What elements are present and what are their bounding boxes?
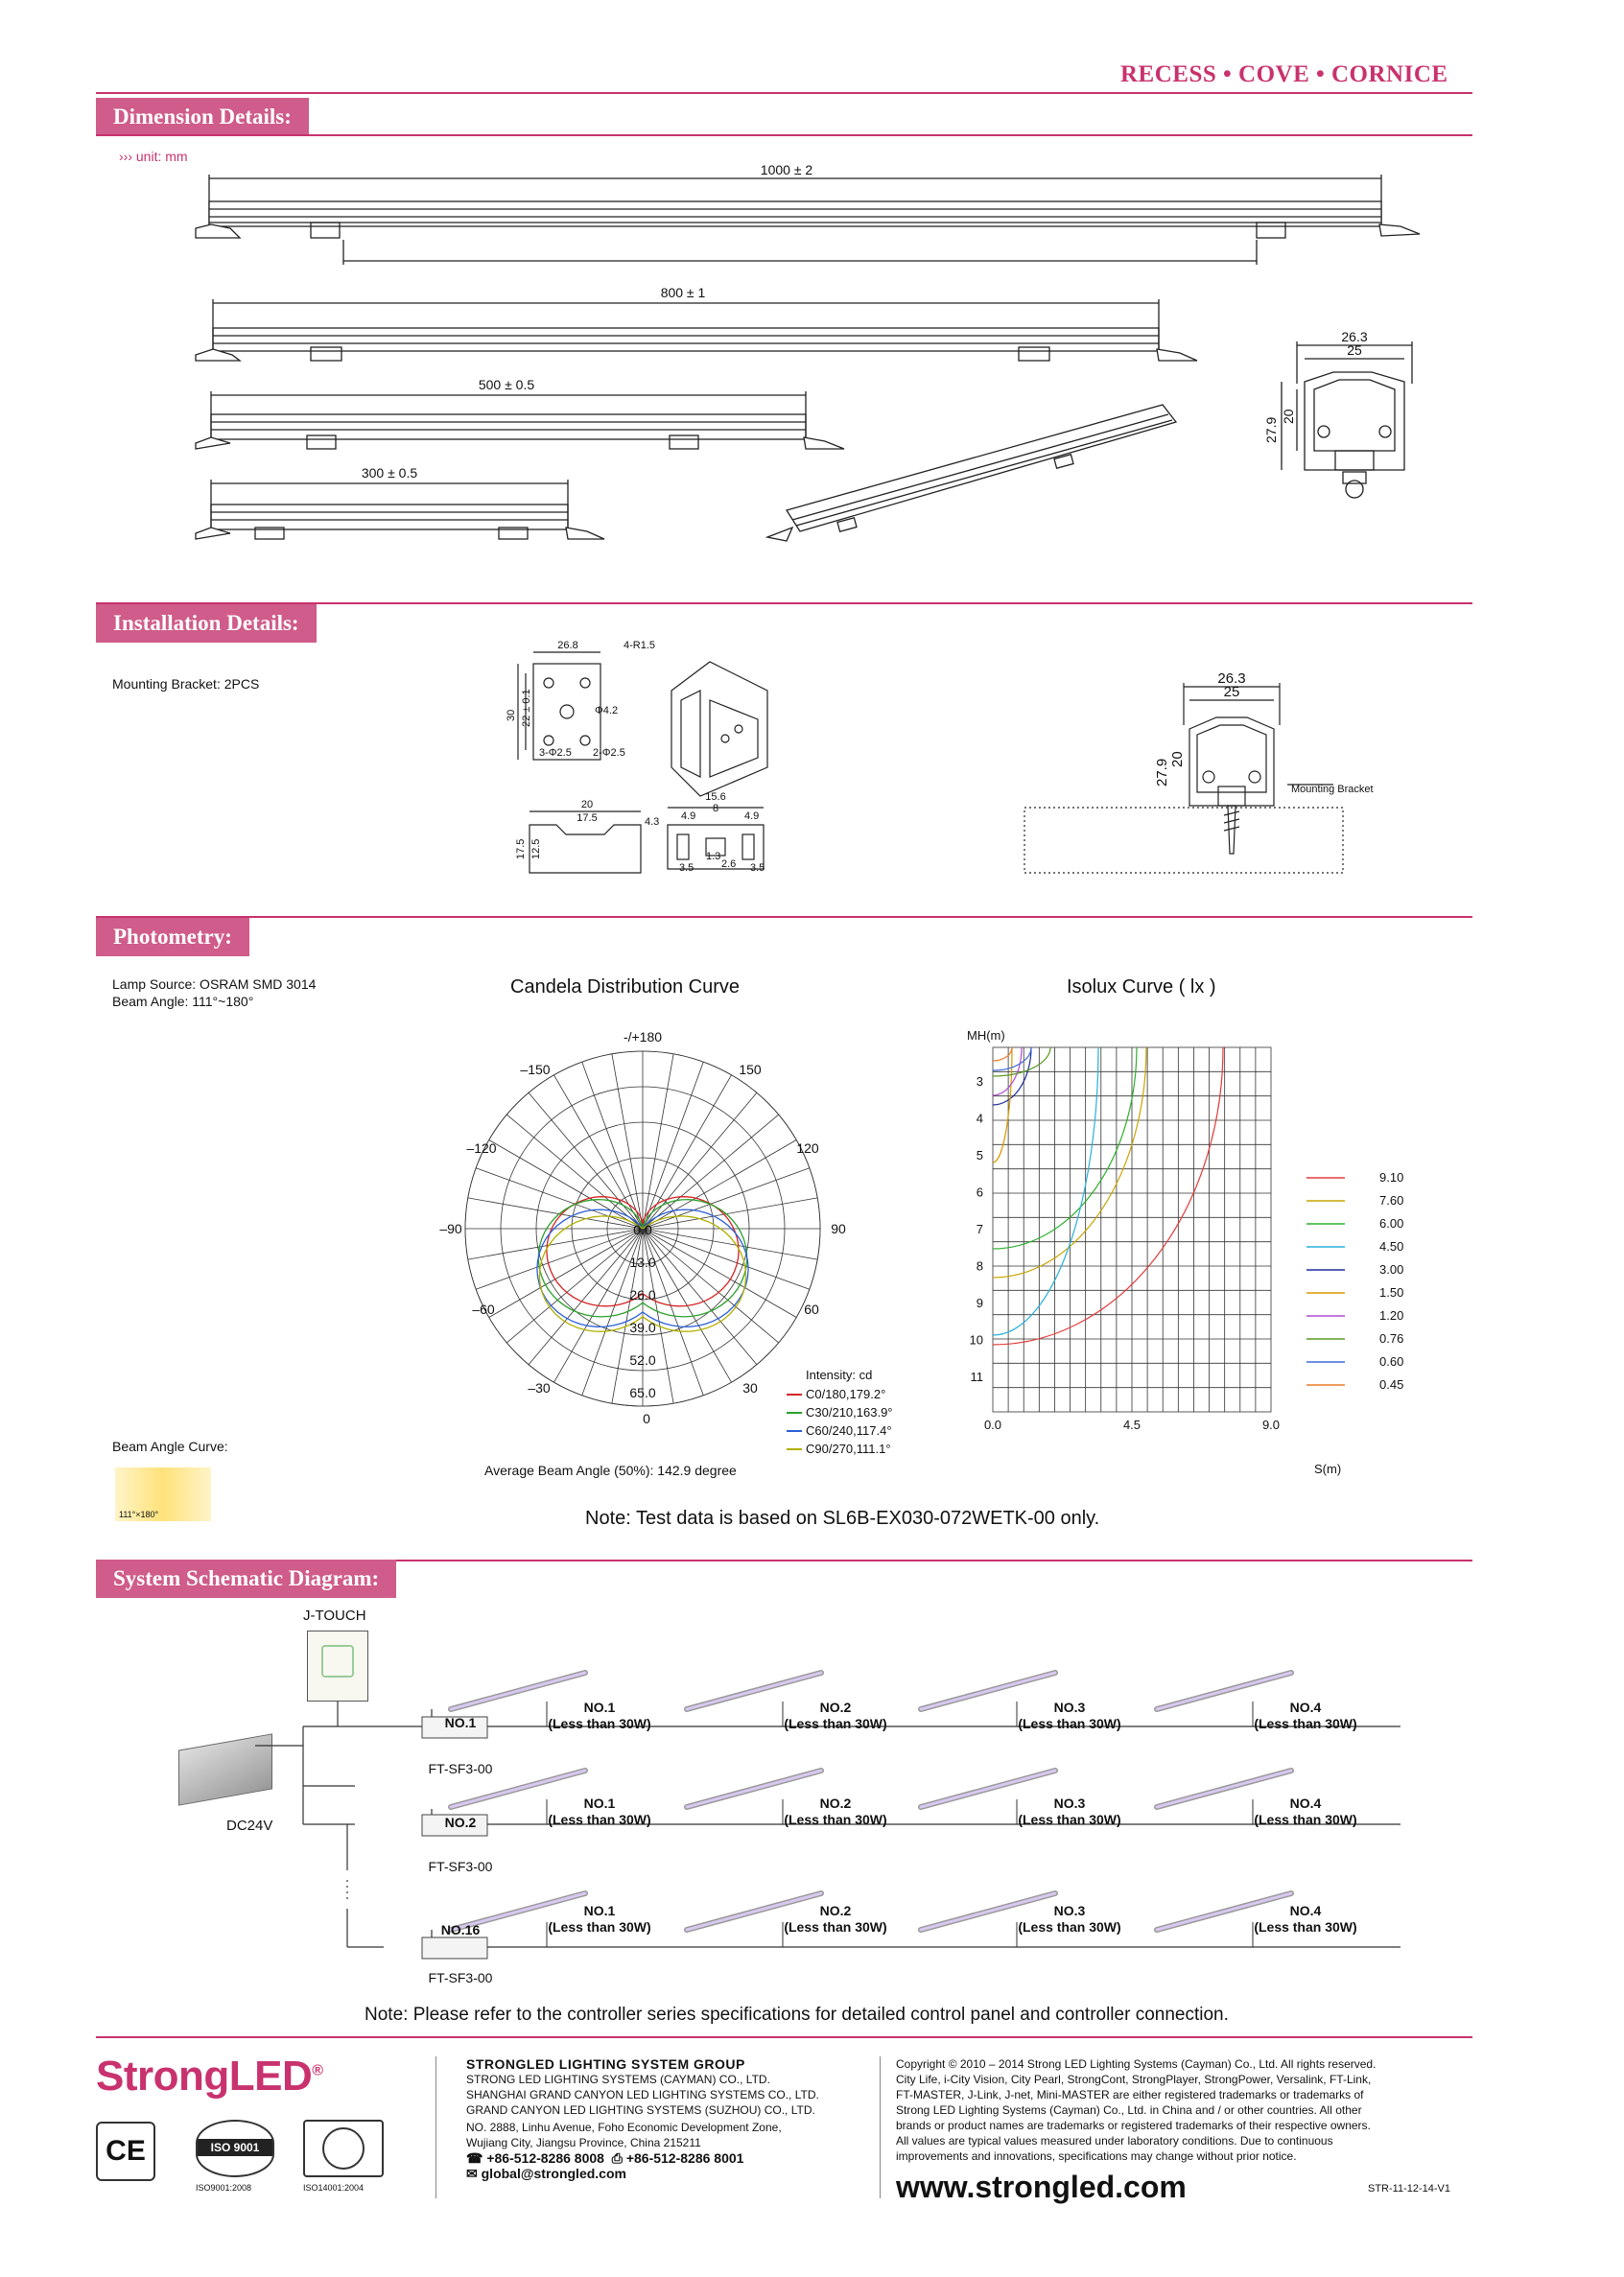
dim-label: 15.6	[705, 791, 726, 803]
dim-label: 3.5	[750, 862, 765, 874]
iso14001-caption: ISO14001:2004	[303, 2183, 365, 2193]
copyright-line: Copyright © 2010 – 2014 Strong LED Lighting Systems (Cayman) Co., Ltd. All rights reserved.	[896, 2057, 1377, 2071]
isolux-x-tick: 4.5	[1122, 1418, 1142, 1432]
polar-ring-label: 0.0	[633, 1222, 652, 1237]
profile-height-outer: 27.9	[1263, 416, 1279, 443]
isolux-legend-label: 1.50	[1379, 1285, 1404, 1300]
dim-label: 12.5	[530, 838, 542, 859]
phone-number: +86-512-8286 8008	[486, 2150, 604, 2166]
polar-angle-label: 60	[804, 1302, 819, 1317]
email-link[interactable]: global@strongled.com	[481, 2166, 626, 2181]
isolux-y-tick: 7	[976, 1222, 983, 1236]
isolux-y-label: MH(m)	[967, 1028, 1005, 1043]
polar-angle-label: -/+180	[623, 1029, 663, 1045]
mounting-bracket-callout: Mounting Bracket	[1291, 784, 1374, 795]
dim-label: 25	[1223, 684, 1240, 700]
beam-angle: Beam Angle: 111°~180°	[112, 994, 254, 1009]
candela-chart	[422, 1022, 959, 1483]
fixture-number: NO.2	[819, 1700, 852, 1715]
dim-label: Φ4.2	[595, 705, 619, 716]
splitter-model-16: FT-SF3-00	[428, 1970, 493, 1985]
iso9001-caption: ISO9001:2008	[196, 2183, 252, 2193]
polar-angle-label: –120	[466, 1140, 497, 1156]
ce-mark: CE	[96, 2122, 155, 2181]
beam-angle-curve-image	[115, 1467, 211, 1521]
isolux-legend-label: 0.76	[1379, 1331, 1404, 1346]
dim-label: 26.8	[557, 640, 578, 651]
isolux-legend-label: 6.00	[1379, 1216, 1404, 1231]
company-name: STRONG LED LIGHTING SYSTEMS (CAYMAN) CO., LTD.	[466, 2073, 770, 2086]
footer-divider	[435, 2056, 436, 2198]
polar-angle-label: –150	[520, 1062, 551, 1077]
polar-ring-label: 65.0	[629, 1385, 656, 1401]
fixture-load: (Less than 30W)	[1018, 1919, 1121, 1935]
fixture-number: NO.3	[1053, 1796, 1086, 1811]
address-line: Wujiang City, Jiangsu Province, China 215211	[466, 2136, 701, 2149]
company-name: GRAND CANYON LED LIGHTING SYSTEMS (SUZHOU) CO., LTD.	[466, 2103, 815, 2117]
isolux-title: Isolux Curve ( lx )	[1067, 976, 1216, 998]
legend-label: C30/210,163.9°	[806, 1405, 893, 1420]
fixture-label	[764, 1903, 907, 1936]
splitter-no-1: NO.1	[444, 1715, 477, 1730]
isolux-legend-label: 3.00	[1379, 1262, 1404, 1277]
controller-label: J-TOUCH	[303, 1608, 366, 1624]
polar-ring-label: 39.0	[629, 1320, 656, 1336]
isolux-y-tick: 4	[976, 1111, 983, 1126]
fixture-label	[764, 1796, 907, 1828]
company-info	[466, 2056, 869, 2181]
website-link[interactable]: www.strongled.com	[896, 2170, 1187, 2204]
chevron-right-icon: ›››	[119, 149, 132, 164]
dim-label: 4.9	[681, 810, 696, 822]
mounting-bracket-label: Mounting Bracket: 2PCS	[112, 676, 260, 692]
fixture-label	[528, 1796, 671, 1828]
polar-angle-label: 120	[796, 1140, 819, 1156]
isolux-y-tick: 6	[976, 1185, 983, 1200]
iso14001-badge	[303, 2120, 384, 2177]
globe-icon	[322, 2127, 365, 2170]
polar-angle-label: 150	[739, 1062, 762, 1077]
dim-label: 17.5	[577, 812, 598, 824]
fixture-number: NO.1	[583, 1700, 616, 1715]
isolux-legend-label: 1.20	[1379, 1308, 1404, 1323]
polar-angle-label: –90	[439, 1221, 462, 1236]
dim-label: 20	[580, 799, 594, 810]
polar-ring-label: 52.0	[629, 1352, 656, 1369]
doc-code: STR-11-12-14-V1	[1368, 2183, 1450, 2195]
dim-label: 1.3	[706, 851, 721, 862]
email-icon: ✉	[466, 2166, 478, 2181]
dim-label: 2-Φ2.5	[593, 747, 625, 759]
fixture-label	[528, 1903, 671, 1936]
fixture-load: (Less than 30W)	[1018, 1716, 1121, 1731]
fixture-number: NO.2	[819, 1796, 852, 1811]
fixture-number: NO.4	[1289, 1700, 1322, 1715]
dimension-drawings	[96, 163, 1472, 575]
copyright-block	[896, 2056, 1471, 2164]
fixture-number: NO.1	[583, 1903, 616, 1918]
isolux-y-tick: 5	[976, 1148, 983, 1162]
candela-title: Candela Distribution Curve	[510, 976, 741, 998]
page-tagline: RECESS • COVE • CORNICE	[1120, 61, 1448, 87]
footer-divider	[880, 2056, 881, 2198]
phone-icon: ☎	[466, 2150, 483, 2166]
fixture-label	[1234, 1796, 1377, 1828]
brand-logo: StrongLED®	[96, 2053, 323, 2100]
isolux-contour	[993, 1047, 1223, 1345]
isolux-contour	[993, 1047, 1146, 1278]
dim-label: 4.9	[744, 810, 760, 822]
dim-label: 3-Φ2.5	[539, 747, 572, 759]
footer-rule	[96, 2036, 1472, 2038]
splitter-no-2: NO.2	[444, 1815, 477, 1830]
isolux-chart	[950, 1022, 1487, 1483]
copyright-line: Strong LED Lighting Systems (Cayman) Co., Ltd. in China and / or other countries. All other	[896, 2103, 1362, 2117]
polar-ring-label: 26.0	[629, 1287, 656, 1303]
length-1000: 1000 ± 2	[760, 162, 813, 177]
fixture-label	[1234, 1903, 1377, 1936]
isolux-legend-label: 4.50	[1379, 1239, 1404, 1254]
section-title-installation: Installation Details:	[96, 604, 317, 643]
power-label: DC24V	[226, 1818, 273, 1834]
polar-angle-label: 90	[831, 1221, 846, 1236]
length-500: 500 ± 0.5	[478, 377, 535, 392]
splitter-model-2: FT-SF3-00	[428, 1859, 493, 1874]
fixture-load: (Less than 30W)	[548, 1919, 651, 1935]
dim-label: 30	[506, 709, 517, 721]
group-name: STRONGLED LIGHTING SYSTEM GROUP	[466, 2056, 745, 2072]
polar-angle-label: –60	[472, 1302, 495, 1317]
isolux-y-tick: 11	[970, 1370, 983, 1384]
installation-drawings	[480, 633, 1374, 902]
fixture-number: NO.3	[1053, 1700, 1086, 1715]
profile-width-outer: 26.3	[1341, 329, 1368, 344]
legend-label: C0/180,179.2°	[806, 1387, 886, 1401]
fixture-load: (Less than 30W)	[1254, 1812, 1357, 1827]
isolux-contour	[993, 1047, 1012, 1061]
fixture-label	[1234, 1700, 1377, 1732]
fixture-load: (Less than 30W)	[1254, 1716, 1357, 1731]
dim-label: 20	[1169, 751, 1186, 767]
copyright-line: City Life, i-City Vision, City Pearl, StrongCont, StrongPlayer, StrongPower, Versalink, FT-Link,	[896, 2073, 1372, 2086]
fax-icon: ⎙	[611, 2150, 623, 2166]
unit-label: ››› unit: mm	[119, 149, 188, 164]
fixture-number: NO.4	[1289, 1903, 1322, 1918]
copyright-line: All values are typical values measured under laboratory conditions. Due to continuous	[896, 2134, 1333, 2148]
dim-label: 2.6	[721, 858, 737, 870]
polar-angle-label: 0	[643, 1411, 650, 1426]
legend-label: C60/240,117.4°	[806, 1423, 892, 1438]
dim-label: 22 ± 0.1	[521, 689, 532, 727]
isolux-legend-label: 0.45	[1379, 1377, 1404, 1392]
dim-label: 26.3	[1217, 670, 1246, 687]
profile-width-inner: 25	[1347, 342, 1362, 358]
fixture-number: NO.1	[583, 1796, 616, 1811]
isolux-y-tick: 10	[969, 1332, 983, 1348]
company-name: SHANGHAI GRAND CANYON LED LIGHTING SYSTEMS CO., LTD.	[466, 2088, 819, 2101]
fixture-load: (Less than 30W)	[784, 1919, 887, 1935]
address-line: NO. 2888, Linhu Avenue, Foho Economic Development Zone,	[466, 2121, 782, 2134]
section-title-schematic: System Schematic Diagram:	[96, 1560, 396, 1598]
section-title-photometry: Photometry:	[96, 918, 249, 956]
average-beam-angle: Average Beam Angle (50%): 142.9 degree	[484, 1463, 737, 1478]
splitter-no-16: NO.16	[440, 1922, 481, 1937]
dim-label: 4.3	[645, 816, 660, 828]
fixture-label	[528, 1700, 671, 1732]
section-rule	[96, 134, 1472, 136]
copyright-line: FT-MASTER, J-Link, J-net, Mini-MASTER are either registered trademarks or trademarks of	[896, 2088, 1364, 2101]
fixture-load: (Less than 30W)	[548, 1716, 651, 1731]
fax-number: +86-512-8286 8001	[625, 2150, 744, 2166]
isolux-y-tick: 3	[976, 1074, 983, 1089]
isolux-legend-label: 7.60	[1379, 1193, 1404, 1208]
isolux-y-tick: 9	[976, 1296, 983, 1310]
isolux-contour	[993, 1047, 1137, 1249]
fixture-label	[998, 1903, 1142, 1936]
fixture-number: NO.3	[1053, 1903, 1086, 1918]
length-300: 300 ± 0.5	[361, 465, 418, 481]
iso9001-label: ISO 9001	[198, 2139, 272, 2156]
beam-angle-curve-caption: 111°×180°	[119, 1510, 159, 1519]
lamp-source: Lamp Source: OSRAM SMD 3014	[112, 976, 317, 992]
isolux-legend-label: 9.10	[1379, 1170, 1404, 1185]
fixture-label	[998, 1700, 1142, 1732]
isolux-legend-label: 0.60	[1379, 1354, 1404, 1369]
polar-angle-label: 30	[742, 1380, 758, 1396]
fixture-load: (Less than 30W)	[548, 1812, 651, 1827]
profile-height-inner: 20	[1281, 409, 1296, 424]
dim-label: 17.5	[515, 838, 527, 859]
fixture-load: (Less than 30W)	[784, 1812, 887, 1827]
isolux-x-tick: 0.0	[983, 1418, 1002, 1432]
beam-angle-curve-label: Beam Angle Curve:	[112, 1439, 228, 1454]
dim-label: 8	[712, 803, 719, 814]
copyright-line: brands or product names are trademarks or registered trademarks of their respective owners.	[896, 2119, 1371, 2132]
copyright-line: improvements and innovations, specifications may change without prior notice.	[896, 2149, 1297, 2163]
fixture-number: NO.4	[1289, 1796, 1322, 1811]
fixture-number: NO.2	[819, 1903, 852, 1918]
fixture-load: (Less than 30W)	[1018, 1812, 1121, 1827]
section-rule	[96, 916, 1472, 918]
header-rule	[96, 92, 1472, 94]
splitter-model-1: FT-SF3-00	[428, 1761, 493, 1776]
photometry-note: Note: Test data is based on SL6B-EX030-072WETK-00 only.	[585, 1508, 1100, 1529]
dim-label: 27.9	[1154, 758, 1170, 786]
dim-label: 3.5	[679, 862, 694, 874]
iso9001-badge	[196, 2120, 274, 2177]
polar-ring-label: 13.0	[629, 1255, 656, 1271]
isolux-x-tick: 9.0	[1261, 1418, 1281, 1432]
fixture-load: (Less than 30W)	[1254, 1919, 1357, 1935]
legend-label: C90/270,111.1°	[806, 1442, 891, 1456]
fixture-load: (Less than 30W)	[784, 1716, 887, 1731]
dim-label: 4-R1.5	[624, 640, 656, 651]
length-800: 800 ± 1	[660, 285, 706, 300]
fixture-label	[998, 1796, 1142, 1828]
isolux-y-tick: 8	[976, 1258, 983, 1274]
polar-angle-label: –30	[528, 1380, 551, 1396]
isolux-x-label: S(m)	[1314, 1462, 1342, 1476]
section-title-dimension: Dimension Details:	[96, 98, 309, 136]
intensity-label: Intensity: cd	[806, 1368, 873, 1382]
fixture-label	[764, 1700, 907, 1732]
schematic-note: Note: Please refer to the controller series specifications for detailed control panel and controller connection.	[365, 2005, 1229, 2025]
